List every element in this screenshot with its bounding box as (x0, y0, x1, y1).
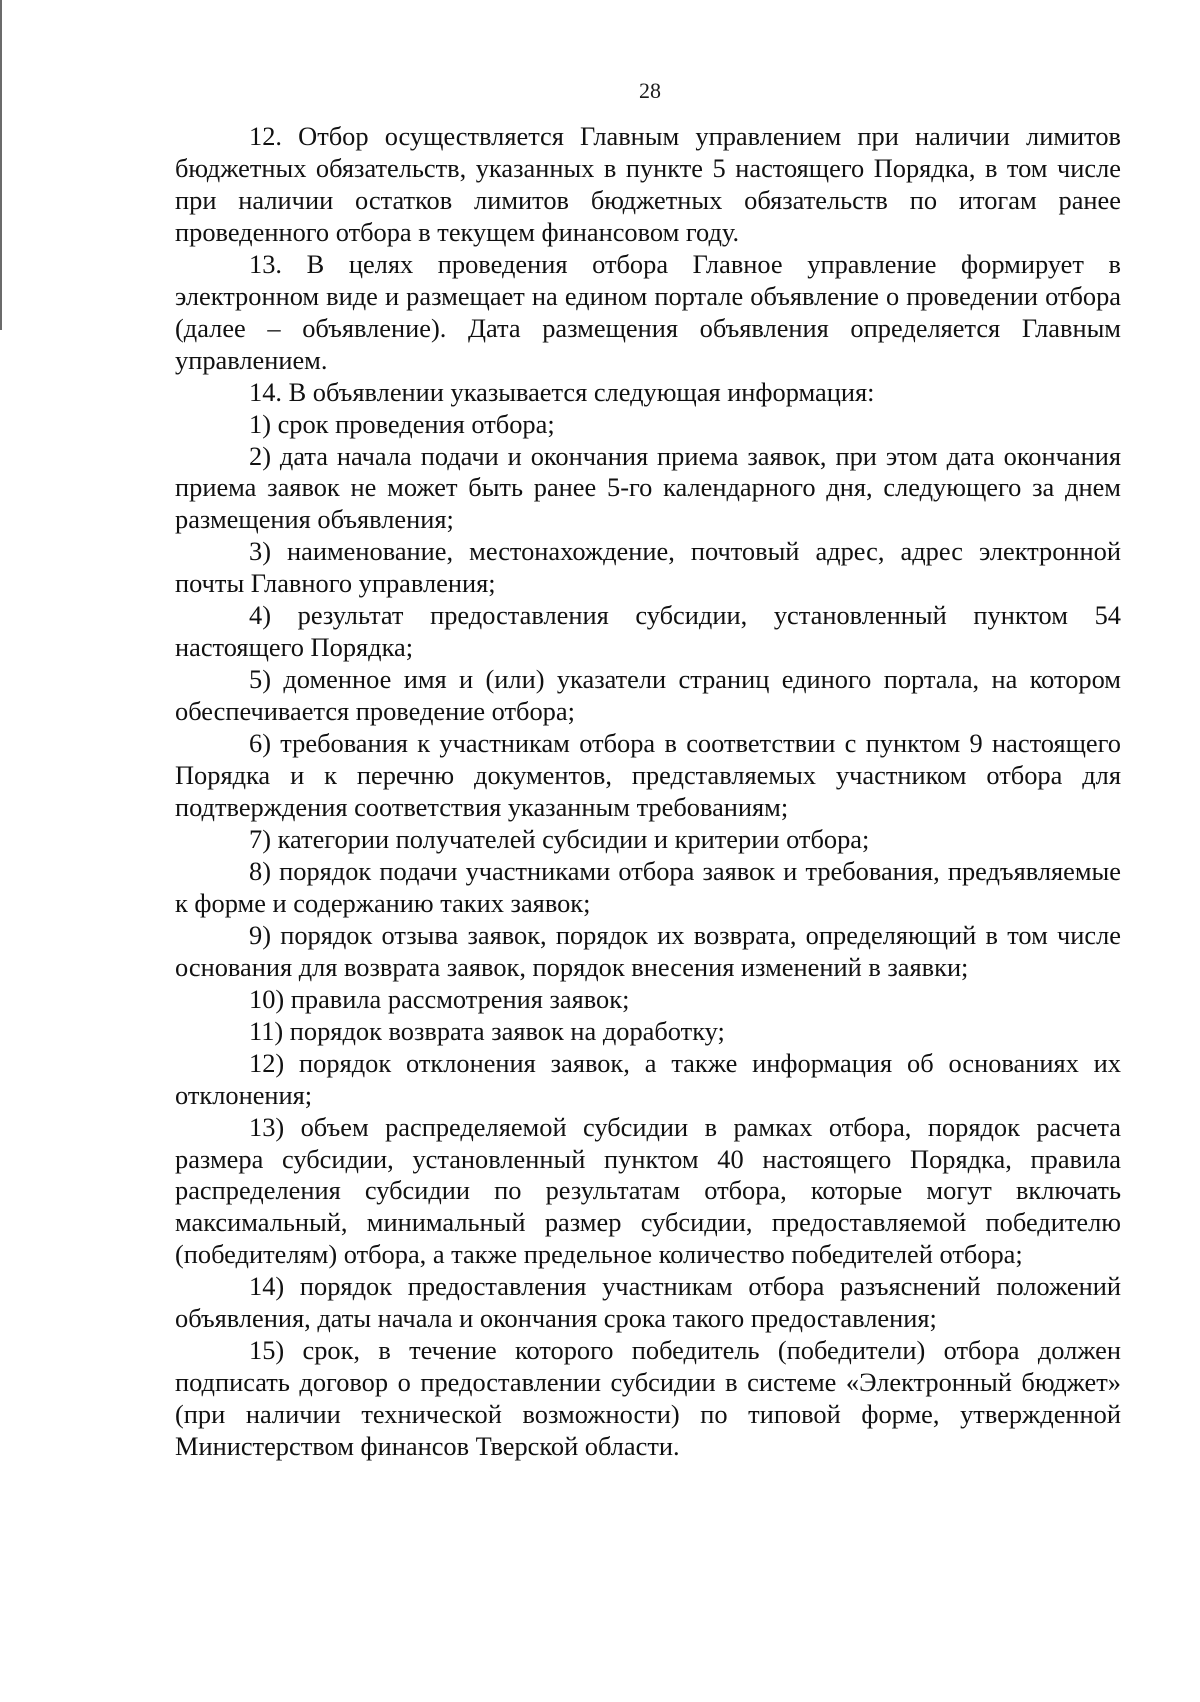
scan-edge (0, 0, 2, 330)
document-body (175, 121, 1121, 1463)
list-item-8: 8) порядок подачи участниками отбора заявок и требования, предъявляемые к форме и содержанию таких заявок; (175, 855, 1121, 918)
list-item-6: 6) требования к участникам отбора в соответствии с пунктом 9 настоящего Порядка и к перечню документов, представляемых участником отбора для подтверждения соответствия указанным требованиям; (175, 728, 1121, 823)
list-item-12: 12) порядок отклонения заявок, а также информация об основаниях их отклонения; (175, 1047, 1121, 1110)
list-item-13: 13) объем распределяемой субсидии в рамках отбора, порядок расчета размера субсидии, установленный пунктом 40 настоящего Порядка, правила распределения субсидии по результатам отбора, которые могут включать максимальный, минимальный размер субсидии, предоставляемой победителю (победителям) отбора, а также предельное количество победителей отбора; (175, 1111, 1121, 1270)
paragraph-item-14: 14. В объявлении указывается следующая информация: (249, 376, 875, 407)
list-item-14: 14) порядок предоставления участникам отбора разъяснений положений объявления, даты начала и окончания срока такого предоставления; (175, 1271, 1121, 1334)
list-item-11: 11) порядок возврата заявок на доработку; (249, 1015, 725, 1046)
paragraph-item-13: 13. В целях проведения отбора Главное управление формирует в электронном виде и размещает на едином портале объявление о проведении отбора (далее – объявление). Дата размещения объявления определяется Главным управлением. (175, 248, 1121, 375)
list-item-9: 9) порядок отзыва заявок, порядок их возврата, определяющий в том числе основания для возврата заявок, порядок внесения изменений в заявки; (175, 919, 1121, 982)
paragraph-item-12: 12. Отбор осуществляется Главным управлением при наличии лимитов бюджетных обязательств, указанных в пункте 5 настоящего Порядка, в том числе при наличии остатков лимитов бюджетных обязательств по итогам ранее проведенного отбора в текущем финансовом году. (175, 121, 1121, 247)
list-item-2: 2) дата начала подачи и окончания приема заявок, при этом дата окончания приема заявок не может быть ранее 5-го календарного дня, следующего за днем размещения объявления; (175, 440, 1121, 535)
page-number: 28 (639, 78, 661, 103)
list-item-1: 1) срок проведения отбора; (249, 408, 555, 439)
list-item-7: 7) категории получателей субсидии и критерии отбора; (249, 823, 870, 854)
list-item-3: 3) наименование, местонахождение, почтовый адрес, адрес электронной почты Главного управления; (175, 536, 1121, 599)
list-item-15: 15) срок, в течение которого победитель (победители) отбора должен подписать договор о предоставлении субсидии в системе «Электронный бюджет» (при наличии технической возможности) по типовой форме, утвержденной Министерством финансов Тверской области. (175, 1335, 1121, 1462)
list-item-4: 4) результат предоставления субсидии, установленный пунктом 54 настоящего Порядка; (175, 600, 1121, 663)
list-item-5: 5) доменное имя и (или) указатели страниц единого портала, на котором обеспечивается проведение отбора; (175, 664, 1121, 727)
list-item-10: 10) правила рассмотрения заявок; (249, 983, 630, 1014)
